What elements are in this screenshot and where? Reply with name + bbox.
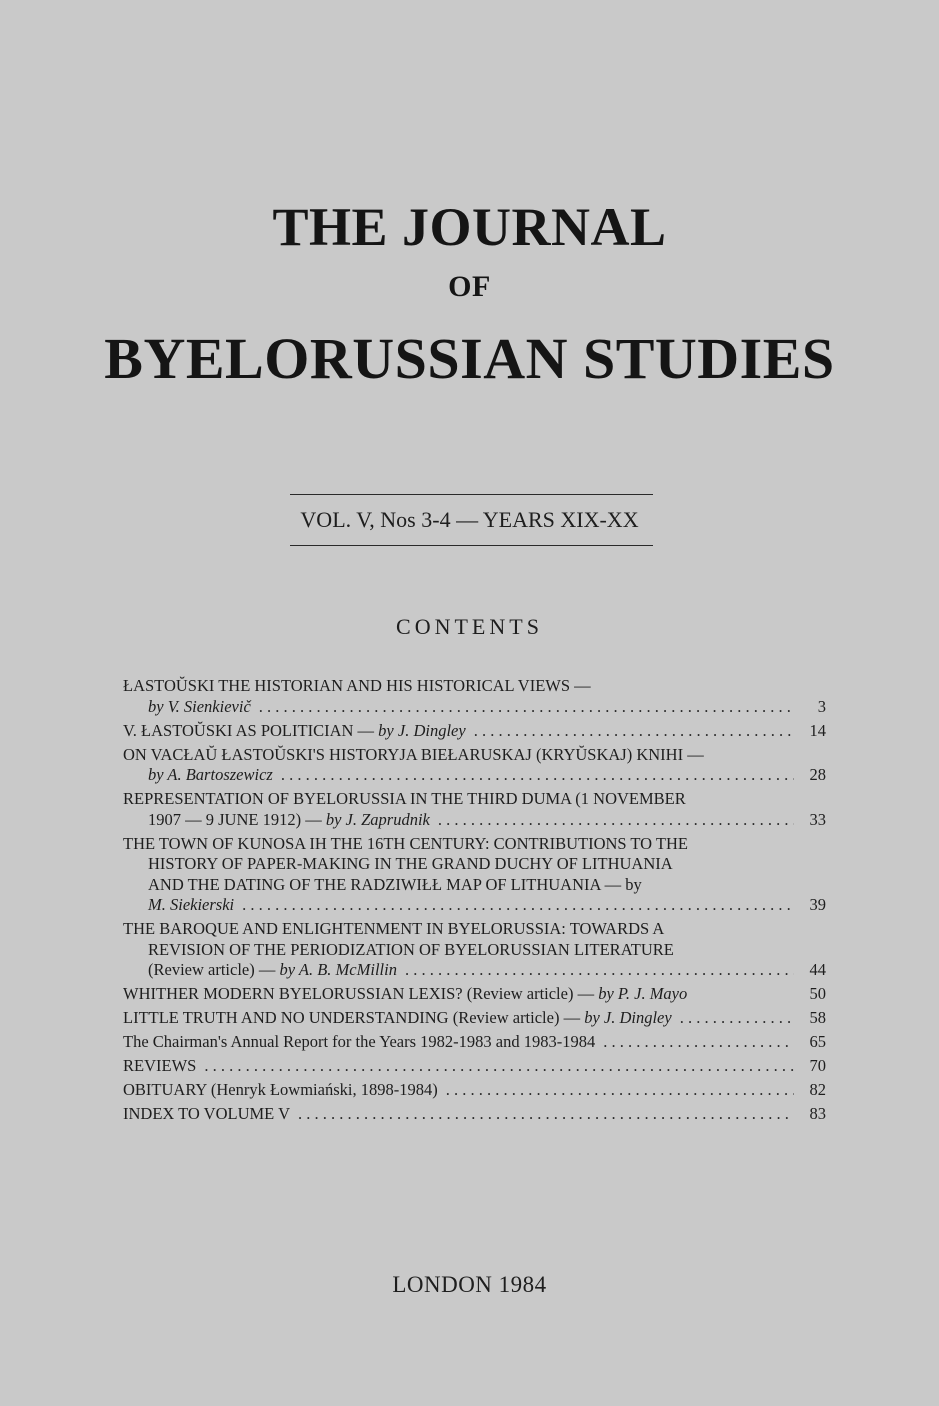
publication-place-year: LONDON 1984 [392, 1272, 547, 1297]
toc-entry-line: THE TOWN OF KUNOSA IH THE 16TH CENTURY: CONTRIBUTIONS TO THE [123, 833, 688, 853]
toc-entry-last-line [123, 765, 826, 786]
journal-title-line-1: THE JOURNAL [272, 197, 667, 257]
toc-entry-page-number: 65 [809, 1032, 826, 1051]
toc-entry-last-line [123, 895, 826, 916]
toc-entry [123, 1032, 826, 1053]
toc-entry-last-line [123, 984, 826, 1005]
journal-title-line-3: BYELORUSSIAN STUDIES [104, 326, 835, 391]
toc-entry-last-line [123, 1056, 826, 1077]
toc-dot-leader [438, 810, 794, 831]
toc-entry-text [123, 984, 802, 1005]
toc-entry-line: REVISION OF THE PERIODIZATION OF BYELORUSSIAN LITERATURE [148, 939, 674, 959]
toc-entry [123, 984, 826, 1005]
toc-entry-last-line [123, 1080, 826, 1101]
toc-dot-leader [298, 1104, 794, 1125]
toc-entry-page-number: 50 [809, 984, 826, 1003]
toc-entry-page-number: 39 [809, 895, 826, 914]
toc-entry-text [148, 765, 273, 786]
toc-entry-author: by P. J. Mayo [598, 984, 688, 1003]
volume-info: VOL. V, Nos 3-4 — YEARS XIX-XX [300, 507, 639, 532]
toc-dot-leader [405, 960, 794, 981]
toc-entry-page-number: 82 [809, 1080, 826, 1099]
contents-heading: CONTENTS [396, 614, 543, 639]
toc-entry [123, 721, 826, 742]
toc-entry-last-line [123, 721, 826, 742]
toc-entry-last-line [123, 697, 826, 718]
journal-title-line-2: OF [448, 270, 491, 303]
toc-entry-title: REVIEWS [123, 1056, 197, 1075]
toc-entry-author: M. Siekierski [148, 895, 235, 914]
toc-entry [123, 919, 826, 981]
toc-dot-leader [603, 1032, 794, 1053]
toc-entry-text [123, 1080, 438, 1101]
toc-entry-author: by J. Zaprudnik [325, 809, 430, 829]
toc-dot-leader [242, 895, 794, 916]
toc-entry-text [123, 1032, 595, 1053]
toc-dot-leader [259, 697, 794, 718]
toc-entry-author: by A. Bartoszewicz [148, 765, 273, 784]
toc-dot-leader [281, 765, 794, 786]
table-of-contents [123, 676, 826, 1128]
toc-entry-title: V. ŁASTOŬSKI AS POLITICIAN — [123, 720, 379, 740]
toc-entry-title-end: 1907 — 9 JUNE 1912) — [148, 809, 326, 829]
toc-entry [123, 745, 826, 786]
toc-entry-text [123, 1056, 196, 1077]
toc-entry-page-number: 70 [809, 1056, 826, 1075]
toc-dot-leader [204, 1056, 794, 1077]
toc-entry [123, 789, 826, 830]
toc-entry-last-line [123, 1008, 826, 1029]
toc-entry-last-line [123, 1104, 826, 1125]
toc-entry-line: REPRESENTATION OF BYELORUSSIA IN THE THIRD DUMA (1 NOVEMBER [123, 789, 686, 808]
toc-entry [123, 1056, 826, 1077]
toc-entry-title: OBITUARY (Henryk Łowmiański, 1898-1984) [123, 1080, 438, 1099]
toc-entry-author: by J. Dingley [378, 720, 466, 740]
toc-entry-author: by J. Dingley [584, 1008, 672, 1027]
toc-entry-text [148, 960, 397, 981]
toc-entry-line: ŁASTOŬSKI THE HISTORIAN AND HIS HISTORICAL VIEWS — [123, 676, 591, 695]
toc-entry-author: by V. Sienkievič [148, 696, 251, 716]
toc-entry [123, 834, 826, 916]
toc-dot-leader [474, 721, 794, 742]
toc-entry-page-number: 83 [809, 1104, 826, 1123]
toc-entry [123, 1008, 826, 1029]
toc-entry [123, 1080, 826, 1101]
toc-entry-title: WHITHER MODERN BYELORUSSIAN LEXIS? (Review article) — [123, 984, 599, 1003]
toc-entry-last-line [123, 960, 826, 981]
toc-entry-page-number: 3 [817, 696, 826, 716]
volume-rule-bottom [290, 545, 653, 546]
toc-entry-line: ON VACŁAŬ ŁASTOŬSKI'S HISTORYJA BIEŁARUSKAJ (KRYŬSKAJ) KNIHI — [123, 744, 704, 764]
toc-entry-text [123, 1008, 672, 1029]
toc-entry-line: THE BAROQUE AND ENLIGHTENMENT IN BYELORUSSIA: TOWARDS A [123, 919, 665, 938]
toc-entry-page-number: 44 [809, 960, 826, 979]
toc-entry-text [123, 721, 466, 742]
toc-entry-title: INDEX TO VOLUME V [123, 1104, 290, 1123]
toc-entry-text [148, 895, 234, 916]
toc-entry-line: AND THE DATING OF THE RADZIWIŁŁ MAP OF LITHUANIA — by [148, 874, 642, 894]
toc-entry-title: The Chairman's Annual Report for the Years 1982-1983 and 1983-1984 [123, 1032, 596, 1051]
toc-entry-line: HISTORY OF PAPER-MAKING IN THE GRAND DUCHY OF LITHUANIA [148, 854, 673, 873]
toc-entry-last-line [123, 1032, 826, 1053]
toc-entry-page-number: 33 [809, 809, 826, 829]
toc-entry-page-number: 58 [809, 1008, 826, 1027]
toc-entry [123, 1104, 826, 1125]
toc-entry-title-end: (Review article) — [148, 960, 280, 979]
toc-entry-title: LITTLE TRUTH AND NO UNDERSTANDING (Review article) — [123, 1008, 585, 1027]
volume-rule-top [290, 494, 653, 495]
toc-entry-last-line [123, 810, 826, 831]
toc-dot-leader [446, 1080, 794, 1101]
toc-entry-text [148, 697, 251, 718]
toc-dot-leader [680, 1008, 794, 1029]
toc-entry-page-number: 28 [809, 765, 826, 784]
toc-entry-author: by A. B. McMillin [279, 960, 397, 979]
toc-entry-text [148, 810, 430, 831]
toc-entry [123, 676, 826, 717]
toc-entry-text [123, 1104, 290, 1125]
toc-entry-page-number: 14 [809, 720, 826, 740]
